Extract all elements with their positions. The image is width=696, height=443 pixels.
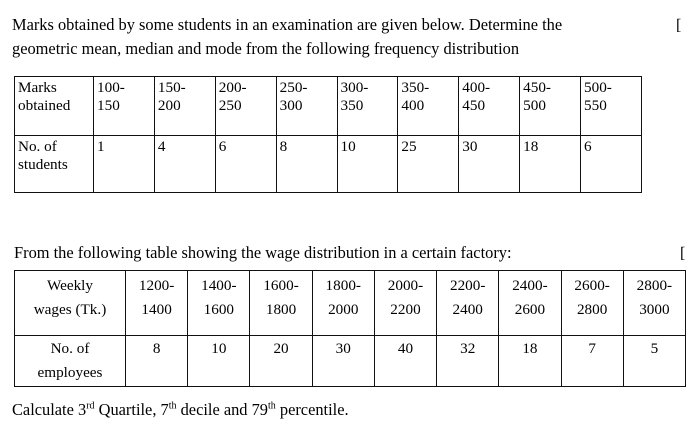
employees-frequency-row [15,336,686,387]
employees-frequency-cell: 8 [126,336,188,387]
employees-frequency-cell: 10 [188,336,250,387]
wage-class-cell: 2200- 2400 [437,271,499,336]
students-frequency-cell: 4 [154,136,215,193]
students-label-cell [15,136,94,193]
marks-label-cell [15,77,94,136]
wage-class-cell: 1400- 1600 [188,271,250,336]
marks-frequency-table [14,76,642,193]
question2-bracket: [ [680,245,686,262]
wage-class-row [15,271,686,336]
marks-class-cell: 350- 400 [398,77,459,136]
marks-class-cell: 400- 450 [459,77,520,136]
employees-label-cell [15,336,126,387]
question1-bracket: [ [676,17,682,34]
marks-class-cell: 500- 550 [581,77,642,136]
wages-label-cell [15,271,126,336]
students-frequency-cell: 6 [215,136,276,193]
instruction-part: decile and 79 [176,400,268,419]
wage-class-cell: 2400- 2600 [499,271,561,336]
question1-line2: geometric mean, median and mode from the following frequency distribution [12,39,520,58]
students-frequency-row [15,136,642,193]
students-frequency-cell: 8 [276,136,337,193]
marks-class-cell: 100- 150 [94,77,155,136]
employees-frequency-cell: 20 [250,336,312,387]
marks-class-row [15,77,642,136]
marks-class-cell: 250- 300 [276,77,337,136]
wage-class-cell: 1600- 1800 [250,271,312,336]
instruction-part: Quartile, 7 [94,400,169,419]
wages-label-line2: wages (Tk.) [33,301,107,318]
marks-label-line2: obtained [18,97,71,114]
employees-frequency-cell: 32 [437,336,499,387]
instruction-part: Calculate 3 [12,400,87,419]
marks-class-cell: 450- 500 [520,77,581,136]
employees-frequency-cell: 40 [374,336,436,387]
students-frequency-cell: 10 [337,136,398,193]
question2-instruction [12,400,349,420]
wage-distribution-table [14,270,686,387]
wage-class-cell: 2000- 2200 [374,271,436,336]
employees-frequency-cell: 18 [499,336,561,387]
employees-label-line1: No. of [50,340,90,357]
wages-label-line1: Weekly [46,277,93,294]
wage-class-cell: 1800- 2000 [312,271,374,336]
employees-frequency-cell: 5 [623,336,685,387]
students-label-line1: No. of [18,138,57,155]
wage-class-cell: 1200- 1400 [126,271,188,336]
students-frequency-cell: 1 [94,136,155,193]
question1-line1: Marks obtained by some students in an examination are given below. Determine the [12,15,563,34]
wage-class-cell: 2800- 3000 [623,271,685,336]
employees-frequency-cell: 30 [312,336,374,387]
ordinal-suffix: th [168,400,177,412]
employees-frequency-cell: 7 [561,336,623,387]
question2-intro: From the following table showing the wage distribution in a certain factory: [14,243,512,262]
marks-label-line1: Marks [18,79,57,96]
wage-class-cell: 2600- 2800 [561,271,623,336]
students-frequency-cell: 18 [520,136,581,193]
employees-label-line2: employees [37,364,103,381]
marks-class-cell: 300- 350 [337,77,398,136]
students-frequency-cell: 6 [581,136,642,193]
ordinal-suffix: rd [86,400,95,412]
marks-class-cell: 200- 250 [215,77,276,136]
students-frequency-cell: 25 [398,136,459,193]
ordinal-suffix: th [268,400,276,412]
instruction-part: percentile. [275,400,349,419]
marks-class-cell: 150- 200 [154,77,215,136]
students-label-line2: students [18,156,68,173]
students-frequency-cell: 30 [459,136,520,193]
